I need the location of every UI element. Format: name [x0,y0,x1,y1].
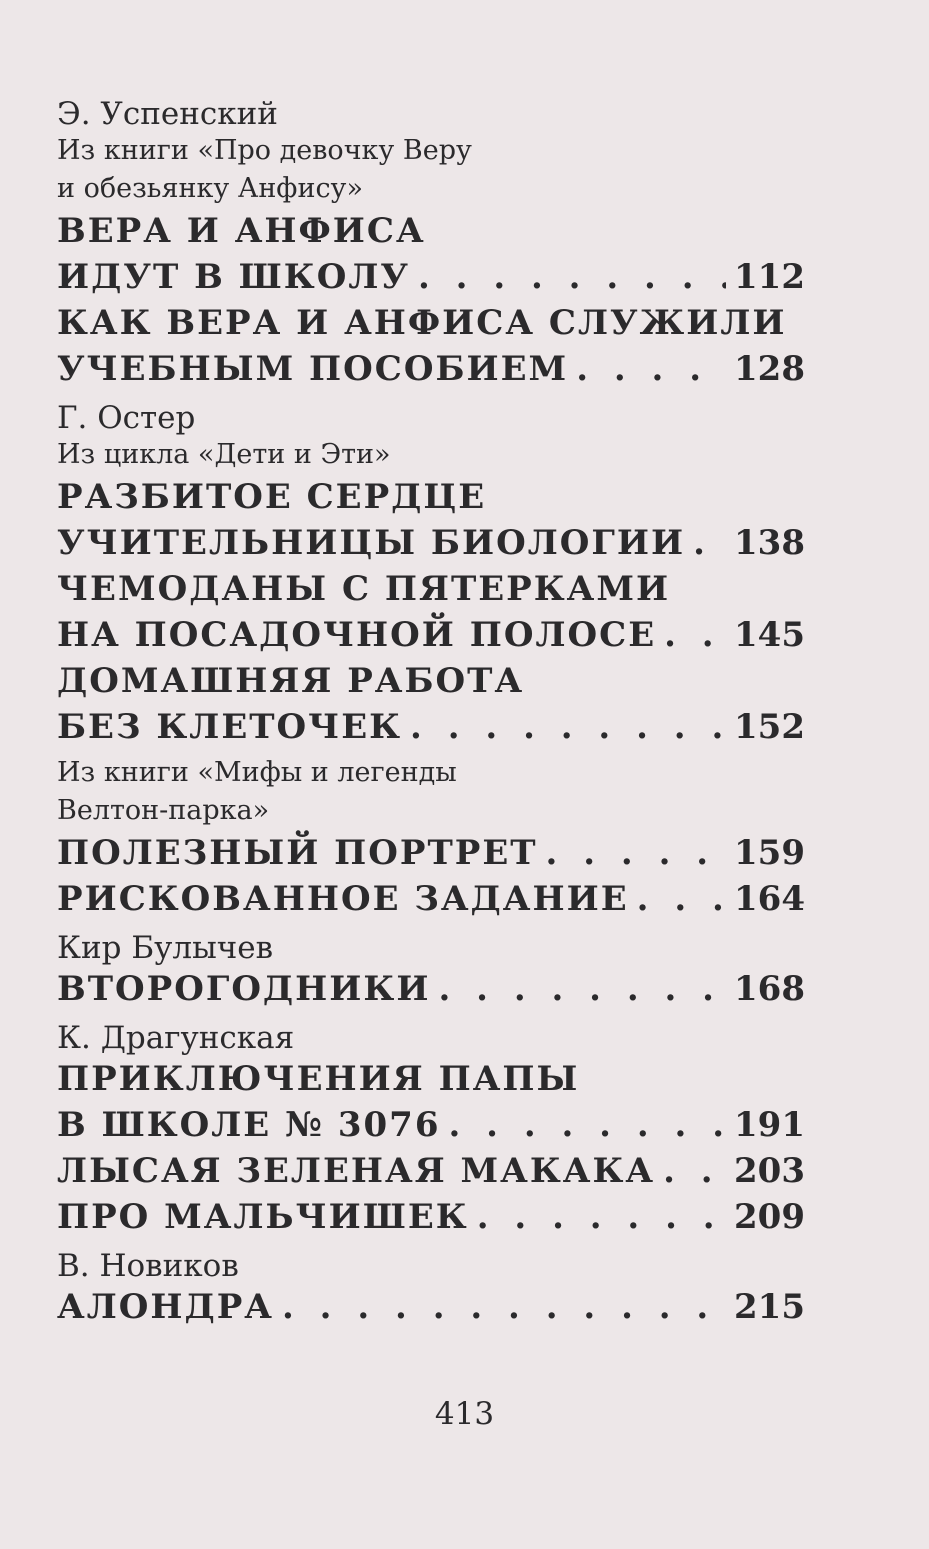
dot-leader [410,254,726,300]
toc-entry [57,520,805,566]
entry-page-number: 159 [734,833,805,873]
entry-title-line: ВЕРА И АНФИСА [57,211,426,251]
entry-page-number: 203 [734,1151,805,1191]
page-number: 413 [434,1396,495,1432]
entry-title: ИДУТ В ШКОЛУ [57,257,410,297]
dot-leader [274,1284,726,1330]
author-oster: Г. Остер [57,400,196,436]
dot-leader [568,346,726,392]
entry-title: ЛЫСАЯ ЗЕЛЕНАЯ МАКАКА [57,1151,656,1191]
entry-page-number: 145 [734,615,805,655]
dot-leader [430,966,726,1012]
toc-entry [57,1284,805,1330]
toc-entry [57,346,805,392]
author-uspensky: Э. Успенский [57,96,278,132]
entry-title-line: ЧЕМОДАНЫ С ПЯТЕРКАМИ [57,569,671,609]
dot-leader [655,1148,726,1194]
toc-entry [57,876,805,922]
author-novikov: В. Новиков [57,1248,239,1284]
toc-entry [57,254,805,300]
author-bulychev: Кир Булычев [57,930,274,966]
dot-leader [685,520,726,566]
table-of-contents [57,96,805,1330]
dot-leader [538,830,726,876]
dot-leader [469,1194,726,1240]
toc-entry [57,966,805,1012]
dot-leader [629,876,726,922]
entry-title: УЧИТЕЛЬНИЦЫ БИОЛОГИИ [57,523,686,563]
entry-title-line: КАК ВЕРА И АНФИСА СЛУЖИЛИ [57,303,787,343]
toc-entry [57,1194,805,1240]
entry-page-number: 152 [734,707,805,747]
entry-page-number: 191 [734,1105,805,1145]
entry-title-line: РАЗБИТОЕ СЕРДЦЕ [57,477,487,517]
entry-title: ПОЛЕЗНЫЙ ПОРТРЕТ [57,833,538,873]
toc-entry [57,1148,805,1194]
entry-page-number: 138 [734,523,805,563]
dot-leader [656,612,726,658]
entry-title-line: ПРИКЛЮЧЕНИЯ ПАПЫ [57,1059,580,1099]
entry-page-number: 128 [734,349,805,389]
toc-entry [57,830,805,876]
toc-entry [57,612,805,658]
toc-entry [57,1102,805,1148]
entry-page-number: 164 [734,879,805,919]
toc-entry [57,704,805,750]
entry-title: УЧЕБНЫМ ПОСОБИЕМ [57,349,569,389]
source-note: Велтон-парка» [57,795,270,826]
source-note: Из книги «Про девочку Веру [57,135,472,166]
entry-title: ВТОРОГОДНИКИ [57,969,431,1009]
entry-title: АЛОНДРА [57,1287,274,1327]
entry-page-number: 215 [734,1287,805,1327]
entry-page-number: 112 [734,257,805,297]
entry-title: РИСКОВАННОЕ ЗАДАНИЕ [57,879,629,919]
entry-page-number: 168 [734,969,805,1009]
source-note: Из книги «Мифы и легенды [57,757,457,788]
entry-title-line: ДОМАШНЯЯ РАБОТА [57,661,525,701]
entry-title: НА ПОСАДОЧНОЙ ПОЛОСЕ [57,615,657,655]
dot-leader [440,1102,726,1148]
entry-title: БЕЗ КЛЕТОЧЕК [57,707,403,747]
dot-leader [402,704,726,750]
source-note: Из цикла «Дети и Эти» [57,439,391,470]
entry-title: ПРО МАЛЬЧИШЕК [57,1197,469,1237]
source-note: и обезьянку Анфису» [57,173,363,204]
author-dragunskaya: К. Драгунская [57,1020,295,1056]
entry-page-number: 209 [734,1197,805,1237]
entry-title: В ШКОЛЕ № 3076 [57,1105,441,1145]
